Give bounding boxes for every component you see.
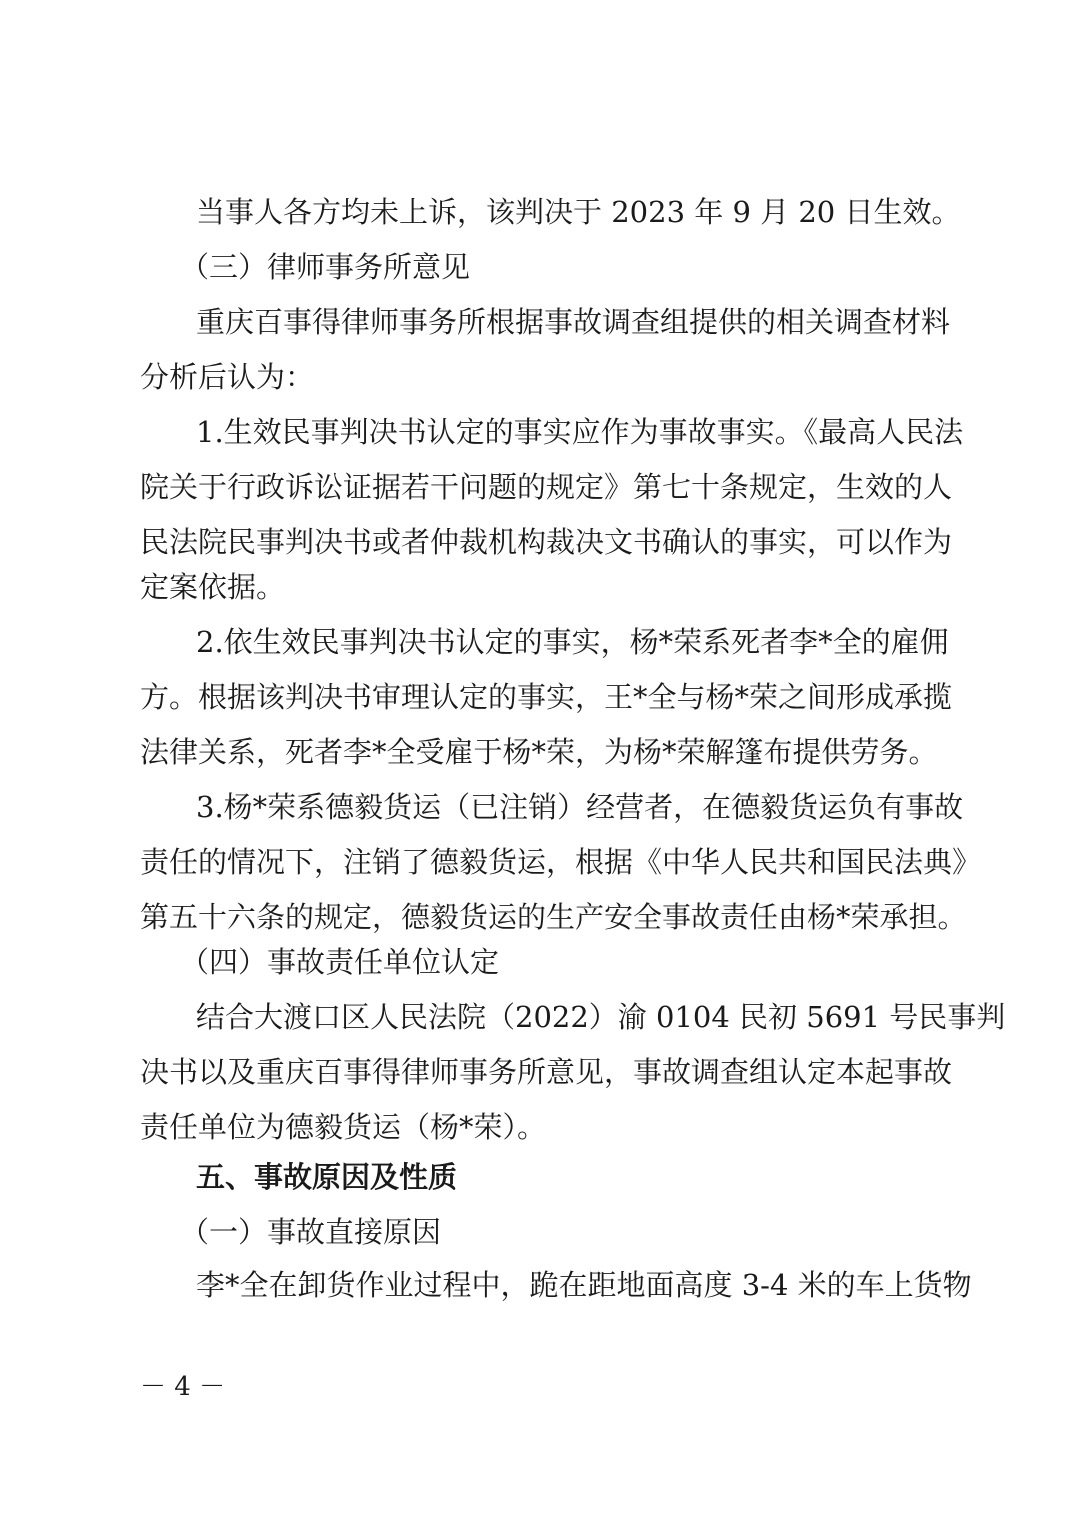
paragraph-line: 院关于行政诉讼证据若干问题的规定》第七十条规定，生效的人	[140, 470, 953, 504]
paragraph-line: 责任的情况下，注销了德毅货运，根据《中华人民共和国民法典》	[140, 845, 982, 879]
paragraph-line: 李*全在卸货作业过程中，跪在距地面高度 3-4 米的车上货物	[196, 1268, 972, 1302]
paragraph-line: 2.依生效民事判决书认定的事实，杨*荣系死者李*全的雇佣	[196, 625, 949, 659]
paragraph-line: 法律关系，死者李*全受雇于杨*荣，为杨*荣解篷布提供劳务。	[140, 735, 938, 769]
section-heading: （一）事故直接原因	[180, 1215, 442, 1249]
paragraph-line: 当事人各方均未上诉，该判决于 2023 年 9 月 20 日生效。	[196, 195, 961, 229]
page-number: － 4 －	[140, 1372, 226, 1402]
paragraph-line: 责任单位为德毅货运（杨*荣）。	[140, 1110, 547, 1144]
section-heading: （三）律师事务所意见	[180, 250, 471, 284]
paragraph-line: 民法院民事判决书或者仲裁机构裁决文书确认的事实，可以作为	[140, 525, 953, 559]
paragraph-line: 重庆百事得律师事务所根据事故调查组提供的相关调查材料	[196, 305, 951, 339]
paragraph-line: 分析后认为：	[140, 360, 315, 394]
paragraph-line: 3.杨*荣系德毅货运（已注销）经营者，在德毅货运负有事故	[196, 790, 964, 824]
paragraph-line: 定案依据。	[140, 570, 286, 604]
paragraph-line: 第五十六条的规定，德毅货运的生产安全事故责任由杨*荣承担。	[140, 900, 967, 934]
paragraph-line: 方。根据该判决书审理认定的事实，王*全与杨*荣之间形成承揽	[140, 680, 953, 714]
paragraph-line: 决书以及重庆百事得律师事务所意见，事故调查组认定本起事故	[140, 1055, 953, 1089]
chapter-heading: 五、事故原因及性质	[196, 1160, 458, 1194]
paragraph-line: 1.生效民事判决书认定的事实应作为事故事实。《最高人民法	[196, 415, 964, 449]
paragraph-line: 结合大渡口区人民法院（2022）渝 0104 民初 5691 号民事判	[196, 1000, 1006, 1034]
section-heading: （四）事故责任单位认定	[180, 945, 500, 979]
